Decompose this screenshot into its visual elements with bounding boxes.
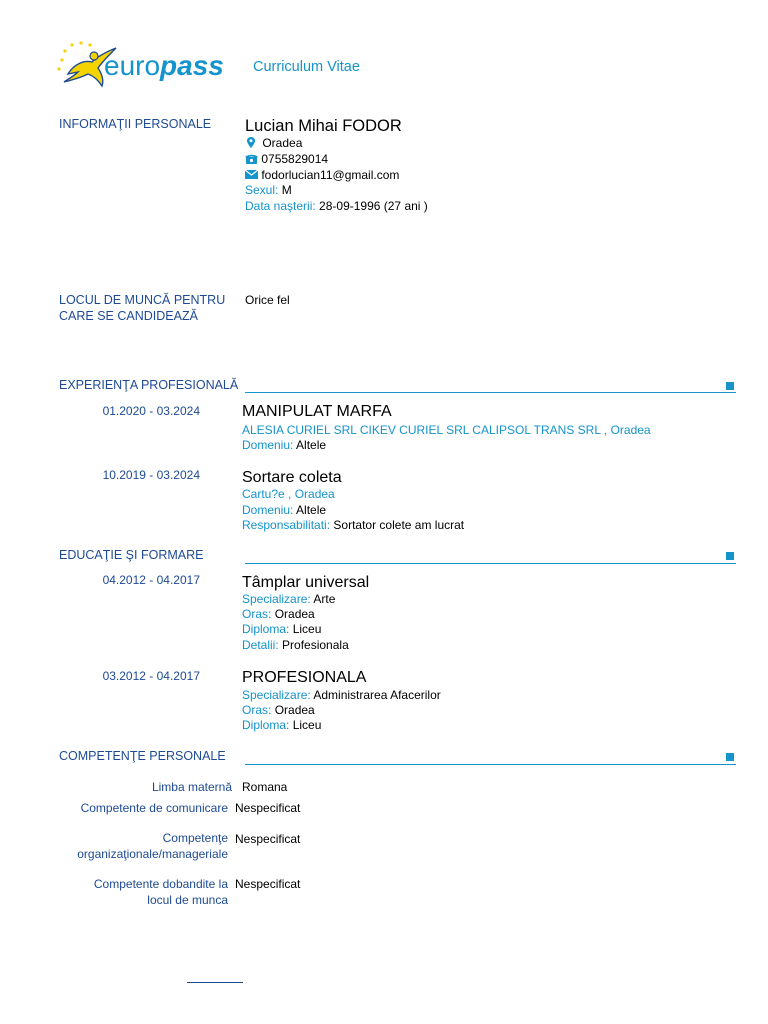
job-label-line1: Competente dobandite la [93,877,228,891]
doc-title: Curriculum Vitae [253,59,360,75]
job-applied-section-label [59,292,225,324]
exp-1-title: MANIPULAT MARFA [242,403,392,420]
edu-2-diploma-value: Liceu [292,718,322,732]
edu-1-details-value: Profesionala [282,638,349,652]
edu-1-diploma-value: Liceu [292,622,322,636]
exp-2-resp-value: Sortator colete am lucrat [333,518,465,532]
competences-section-marker [726,753,734,761]
city-value: Oradea [262,136,303,150]
edu-1-title: Tâmplar universal [242,574,370,591]
phone-row [245,152,328,168]
phone-value: 0755829014 [261,152,329,166]
edu-2-spec-value: Administrarea Afacerilor [313,688,441,702]
sex-label: Sexul: [245,183,279,197]
job-label-line2: locul de munca [147,892,228,907]
exp-1-domain-row [242,438,326,454]
exp-2-resp-row [242,518,464,534]
experience-section-rule [245,392,736,393]
logo-text-pass: pass [160,50,224,81]
edu-2-city-label: Oras: [242,703,272,717]
education-section-label: EDUCAŢIE ŞI FORMARE [59,548,204,562]
job-competences-value: Nespecificat [235,877,301,891]
mother-tongue-label: Limba maternă [151,780,232,794]
email-value[interactable]: fodorlucian11@gmail.com [261,168,400,182]
edu-2-title: PROFESIONALA [242,669,367,686]
dob-value: 28-09-1996 (27 ani ) [319,199,428,213]
personal-section-label: INFORMAŢII PERSONALE [59,117,212,131]
exp-2-dates: 10.2019 - 03.2024 [102,468,200,482]
city-row [246,136,302,152]
location-pin-icon [246,137,256,148]
org-label-line1: Competenţe [162,831,228,845]
logo-text-euro: euro [104,50,161,81]
edu-1-spec-value: Arte [313,592,336,606]
edu-2-spec-row [242,688,441,704]
exp-1-employer: ALESIA CURIEL SRL CIKEV CURIEL SRL CALIPSOL TRANS SRL , Oradea [242,423,651,437]
competences-section-rule [245,764,736,765]
edu-1-diploma-row [242,622,321,638]
person-name: Lucian Mihai FODOR [245,117,402,135]
job-applied-value: Orice fel [245,293,290,307]
exp-2-domain-label: Domeniu: [242,503,294,517]
edu-2-spec-label: Specializare: [242,688,311,702]
edu-1-city-row [242,607,315,623]
education-section-marker [726,552,734,560]
europass-logo [54,38,229,90]
exp-2-employer: Cartu?e , Oradea [242,487,335,501]
edu-1-diploma-label: Diploma: [242,622,290,636]
edu-2-diploma-row [242,718,321,734]
exp-1-domain-label: Domeniu: [242,438,294,452]
footer-underline [187,982,243,983]
phone-icon [245,154,258,164]
exp-2-title: Sortare coleta [242,469,342,486]
communication-label: Competente de comunicare [80,801,228,815]
edu-2-city-row [242,703,315,719]
edu-2-diploma-label: Diploma: [242,718,290,732]
edu-1-city-label: Oras: [242,607,272,621]
edu-1-details-row [242,638,349,654]
dob-row [245,199,428,215]
job-competences-label [40,877,228,908]
experience-section-label: EXPERIENŢA PROFESIONALĂ [59,378,239,392]
exp-1-dates: 01.2020 - 03.2024 [102,404,200,418]
sex-value: M [281,183,292,197]
exp-2-domain-row [242,503,326,519]
edu-2-city-value: Oradea [274,703,315,717]
education-section-rule [245,563,736,564]
email-row [245,168,399,184]
edu-2-dates: 03.2012 - 04.2017 [102,669,200,683]
edu-1-details-label: Detalii: [242,638,279,652]
exp-1-domain-value: Altele [296,438,327,452]
communication-value: Nespecificat [235,801,301,815]
edu-1-city-value: Oradea [274,607,315,621]
experience-section-marker [726,382,734,390]
job-applied-label-line1: LOCUL DE MUNCĂ PENTRU [59,293,226,307]
mother-tongue-value: Romana [242,780,288,794]
org-competences-value: Nespecificat [235,832,301,846]
exp-2-domain-value: Altele [296,503,327,517]
job-applied-label-line2: CARE SE CANDIDEAZĂ [59,309,198,323]
edu-1-spec-label: Specializare: [242,592,311,606]
dob-label: Data naşterii: [245,199,316,213]
exp-2-resp-label: Responsabilitati: [242,518,331,532]
edu-1-dates: 04.2012 - 04.2017 [102,573,200,587]
org-competences-label [40,831,228,862]
competences-section-label: COMPETENŢE PERSONALE [59,749,226,763]
org-label-line2: organizaţionale/manageriale [77,846,228,861]
email-icon [245,170,258,179]
edu-1-spec-row [242,592,335,608]
sex-row [245,183,292,199]
